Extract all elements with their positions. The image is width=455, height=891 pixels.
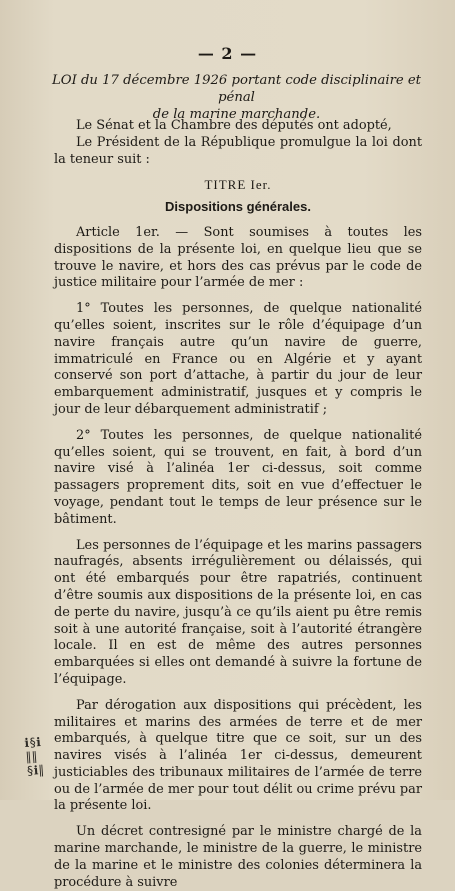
paragraph-naufrages: Les personnes de l’équipage et les marins passagers naufragés, absents irrégulièrement ou délaissés, qui ont été embarqués pour être rapatriés, continuent d’être soumis aux dispositions de la présente loi, en cas de perte du navire, jusqu’à ce qu’ils aient pu être remis soit à une autorité française, soit à l’autorité étrangère locale. Il en est de même des autres personnes embarquées si elles ont demandé à suivre la fortune de l’équipage.	[54, 537, 422, 687]
article-1-item-2: 2° Toutes les personnes, de quelque nationalité qu’elles soient, qui se trouvent, en fait, à bord d’un navire visé à l’alinéa 1er ci-dessus, soit comme passagers proprement dits, soit en vue d’effectuer le voyage, pendant tout le temps de leur présence sur le bâtiment.	[54, 427, 422, 527]
law-title-line2: de la marine marchande.	[152, 107, 321, 122]
titre-heading: TITRE Ier.	[204, 177, 272, 193]
paragraph-derogation: Par dérogation aux dispositions qui précèdent, les militaires et marins des armées de terre et de mer embarqués, à quelque titre que ce soit, sur un des navires visés à l’alinéa 1er ci-dessus, demeurent justiciables des tribunaux militaires de l’armée de terre ou de l’armée de mer pour tout délit ou crime prévu par la présente loi.	[54, 697, 422, 814]
law-title-line1: LOI du 17 décembre 1926 portant code disciplinaire et pénal	[52, 73, 421, 105]
section-heading: Dispositions générales.	[165, 199, 311, 215]
paragraph-decret: Un décret contresigné par le ministre chargé de la marine marchande, le ministre de la guerre, le ministre de la marine et le ministre des colonies déterminera la procédure à suivre	[54, 824, 422, 890]
law-title	[42, 72, 431, 123]
library-stamp: ℹ§ℹ ∥∥ §ℹ∥	[24, 734, 45, 778]
preamble-adoption: Le Sénat et la Chambre des députés ont adopté,	[76, 118, 392, 133]
article-1: Article 1er. — Sont soumises à toutes les dispositions de la présente loi, en quelque lieu que se trouve le navire, et hors des cas prévus par le code de justice militaire pour l’armée de mer :	[54, 224, 422, 291]
page-number: — 2 —	[197, 44, 258, 63]
document-body	[54, 118, 422, 891]
article-1-item-1: 1° Toutes les personnes, de quelque nationalité qu’elles soient, inscrites sur le rôle d’équipage d’un navire français autre qu’un navire de guerre, immatriculé en France ou en Algérie et y ayant conservé son port d’attache, à partir du jour de leur embarquement administratif, jusques et y compris le jour de leur débarquement administratif ;	[54, 301, 422, 417]
preamble-promulgation: Le Président de la République promulgue la loi dont la teneur suit :	[54, 134, 422, 167]
